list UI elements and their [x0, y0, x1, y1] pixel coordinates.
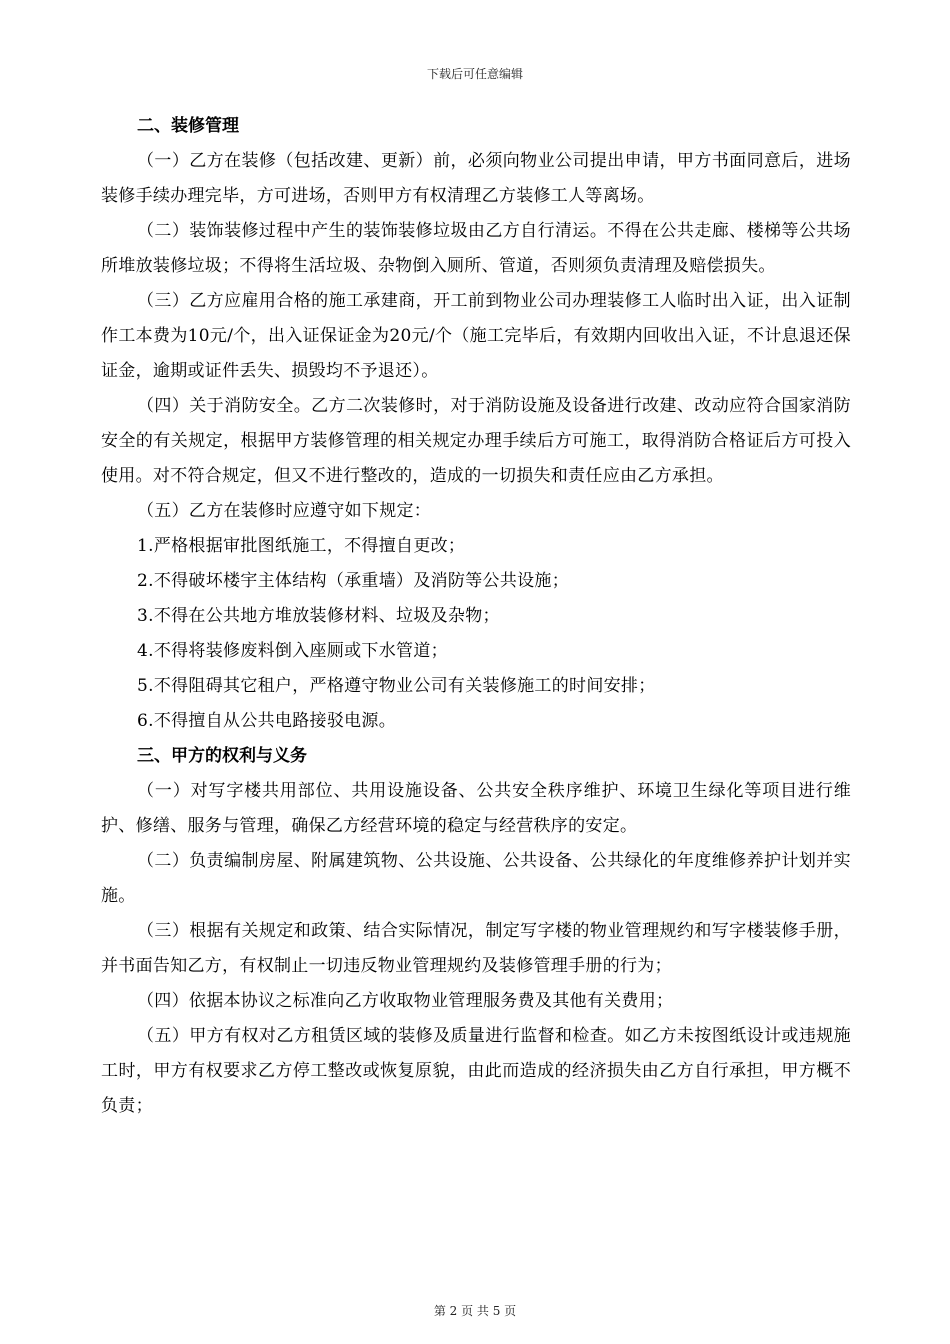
- page-header: 下载后可任意编辑: [426, 67, 523, 81]
- document-body: [101, 109, 851, 1124]
- list-item: 6.不得擅自从公共电路接驳电源。: [137, 711, 397, 731]
- section-title-party-a: 三、甲方的权利与义务: [137, 746, 307, 766]
- paragraph: （四）关于消防安全。乙方二次装修时，对于消防设施及设备进行改建、改动应符合国家消防安全的有关规定，根据甲方装修管理的相关规定办理手续后方可施工，取得消防合格证后方可投入使用。对不符合规定，但又不进行整改的，造成的一切损失和责任应由乙方承担。: [101, 396, 851, 486]
- page-footer: 第 2 页 共 5 页: [433, 1304, 517, 1318]
- section-title-decoration: 二、装修管理: [137, 116, 239, 136]
- list-item: 2.不得破坏楼宇主体结构（承重墙）及消防等公共设施；: [137, 571, 570, 591]
- paragraph: （四）依据本协议之标准向乙方收取物业管理服务费及其他有关费用；: [137, 991, 674, 1011]
- paragraph: （一）对写字楼共用部位、共用设施设备、公共安全秩序维护、环境卫生绿化等项目进行维护、修缮、服务与管理，确保乙方经营环境的稳定与经营秩序的安定。: [101, 781, 851, 836]
- paragraph: （二）负责编制房屋、附属建筑物、公共设施、公共设备、公共绿化的年度维修养护计划并实施。: [101, 851, 851, 906]
- paragraph: （五）乙方在装修时应遵守如下规定：: [137, 501, 432, 521]
- paragraph: （三）乙方应雇用合格的施工承建商，开工前到物业公司办理装修工人临时出入证，出入证制作工本费为10元/个，出入证保证金为20元/个（施工完毕后，有效期内回收出入证，不计息退还保证金，逾期或证件丢失、损毁均不予退还）。: [101, 291, 851, 381]
- paragraph: （一）乙方在装修（包括改建、更新）前，必须向物业公司提出申请，甲方书面同意后，进场装修手续办理完毕，方可进场，否则甲方有权清理乙方装修工人等离场。: [101, 151, 851, 206]
- list-item: 1.严格根据审批图纸施工，不得擅自更改；: [137, 536, 466, 556]
- paragraph: （二）装饰装修过程中产生的装饰装修垃圾由乙方自行清运。不得在公共走廊、楼梯等公共场所堆放装修垃圾；不得将生活垃圾、杂物倒入厕所、管道，否则须负责清理及赔偿损失。: [101, 221, 851, 276]
- paragraph: （五）甲方有权对乙方租赁区域的装修及质量进行监督和检查。如乙方未按图纸设计或违规施工时，甲方有权要求乙方停工整改或恢复原貌，由此而造成的经济损失由乙方自行承担，甲方概不负责；: [101, 1026, 851, 1116]
- paragraph: （三）根据有关规定和政策、结合实际情况，制定写字楼的物业管理规约和写字楼装修手册，并书面告知乙方，有权制止一切违反物业管理规约及装修管理手册的行为；: [101, 921, 851, 976]
- list-item: 3.不得在公共地方堆放装修材料、垃圾及杂物；: [137, 606, 500, 626]
- list-item: 4.不得将装修废料倒入座厕或下水管道；: [137, 641, 448, 661]
- list-item: 5.不得阻碍其它租户，严格遵守物业公司有关装修施工的时间安排；: [137, 676, 656, 696]
